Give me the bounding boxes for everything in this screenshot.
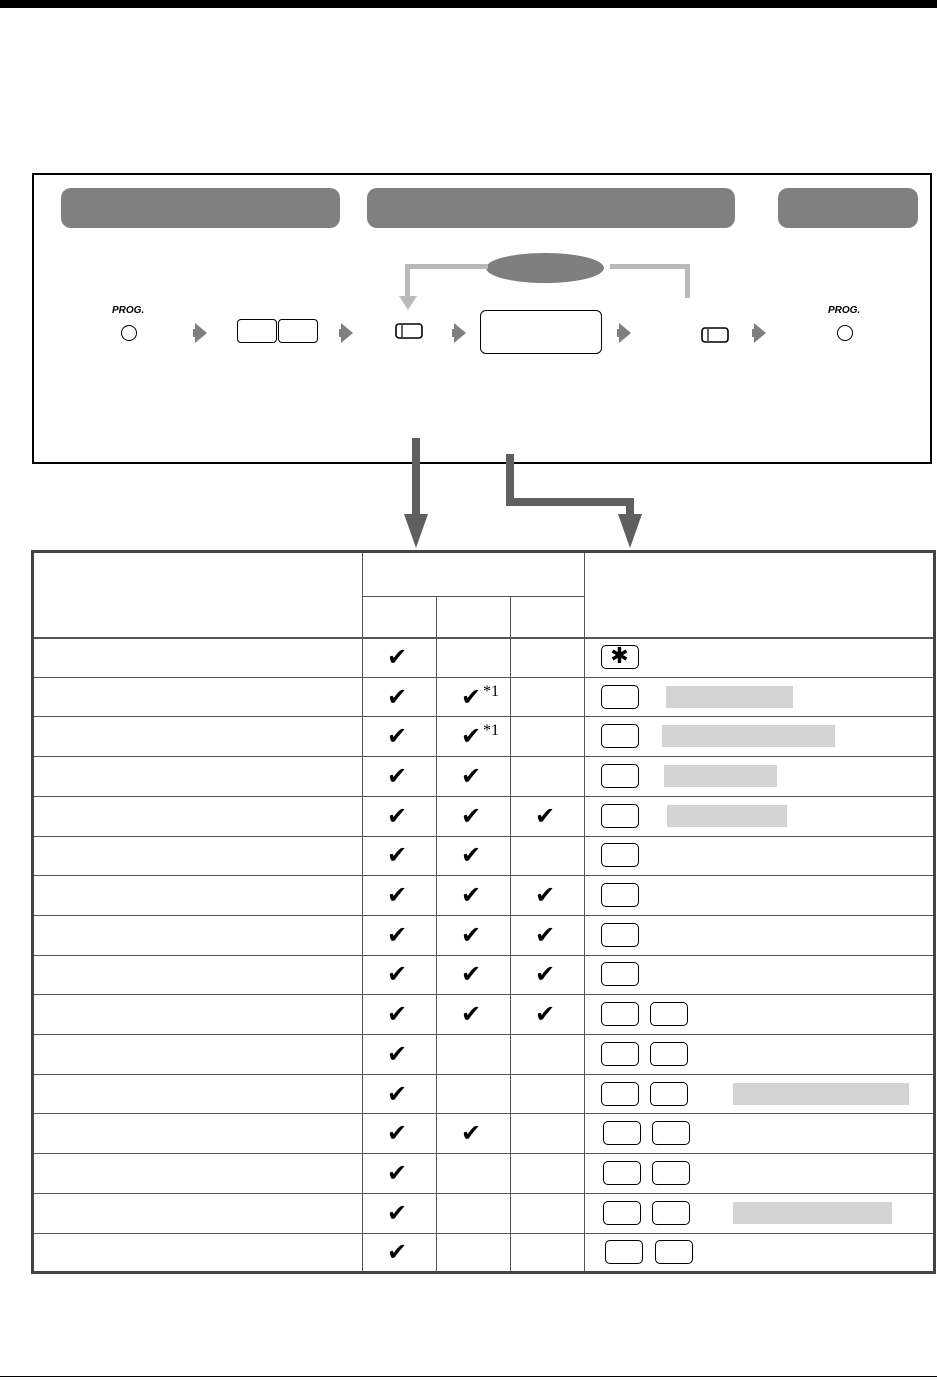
row-divider [34,1074,933,1075]
value-highlight-bar [662,725,835,747]
star-icon: ✱ [610,643,629,669]
dial-key[interactable] [601,685,639,709]
loop-line-right [610,264,690,269]
check-mark-icon: ✔ [461,960,482,989]
step-arrow-icon [452,321,468,345]
step-arrow-icon [617,321,633,345]
check-mark-icon: ✔ [387,1238,408,1267]
dial-key[interactable] [601,764,639,788]
entry-box[interactable] [480,310,602,354]
check-mark-icon: ✔ [387,1039,408,1068]
row-divider [34,756,933,757]
dial-key[interactable] [603,1161,641,1185]
check-mark-icon: ✔ [535,881,556,910]
check-mark-icon: ✔ [461,761,482,790]
row-divider [34,955,933,956]
check-mark-icon: ✔ [535,960,556,989]
bottom-rule [0,1376,937,1377]
check-mark-icon: ✔ [387,1158,408,1187]
repeat-pill [486,253,604,283]
dial-key[interactable] [601,804,639,828]
check-mark-icon: ✔ [387,761,408,790]
check-mark-icon: ✔ [387,722,408,751]
row-divider [34,994,933,995]
row-divider [34,1153,933,1154]
check-mark-icon: ✔ [387,920,408,949]
store-key-icon[interactable] [395,323,423,339]
loop-line-left-down [405,264,410,300]
row-divider [34,796,933,797]
step-arrow-icon [339,321,355,345]
prog-button-end[interactable] [837,325,853,341]
dial-key[interactable] [605,1240,643,1264]
row-divider [34,915,933,916]
footnote-marker: *1 [483,722,499,740]
dial-key[interactable] [601,883,639,907]
prog-button-start[interactable] [121,325,137,341]
column-divider [584,553,585,1271]
dial-key[interactable] [652,1161,690,1185]
row-divider [34,836,933,837]
check-mark-icon: ✔ [535,1000,556,1029]
check-mark-icon: ✔ [387,642,408,671]
store-key-icon[interactable] [701,327,729,343]
loop-arrowhead-icon [399,296,417,310]
dial-key[interactable] [652,1201,690,1225]
check-mark-icon: ✔ [387,1079,408,1108]
phase-bar-program [367,188,735,228]
value-highlight-bar [667,805,787,827]
check-mark-icon: ✔ [535,920,556,949]
check-mark-icon: ✔ [387,960,408,989]
dial-key[interactable] [603,1121,641,1145]
step-arrow-icon [193,321,209,345]
dial-key[interactable] [650,1082,688,1106]
check-mark-icon: ✔ [535,801,556,830]
dial-key[interactable] [601,1002,639,1026]
top-rule [0,0,937,8]
check-mark-icon: ✔ [461,1000,482,1029]
dial-key[interactable] [601,962,639,986]
dial-key[interactable] [601,923,639,947]
check-mark-icon: ✔ [387,841,408,870]
row-divider [34,677,933,678]
check-mark-icon: ✔ [387,1119,408,1148]
loop-line-right-down [685,264,690,298]
dial-key[interactable] [603,1201,641,1225]
check-mark-icon: ✔ [461,920,482,949]
dial-key[interactable] [650,1002,688,1026]
footnote-marker: *1 [483,682,499,700]
prog-label-end: PROG. [828,305,861,316]
value-highlight-bar [733,1202,892,1224]
check-mark-icon: ✔ [387,801,408,830]
dial-key[interactable] [650,1042,688,1066]
connector-arrows-icon [395,436,655,552]
column-divider [510,597,511,1271]
dial-key[interactable] [601,1082,639,1106]
header-bottom-rule [34,637,933,639]
star-key[interactable] [601,645,639,669]
value-highlight-bar [666,686,793,708]
dial-key[interactable] [652,1121,690,1145]
row-divider [34,875,933,876]
key-right[interactable] [278,319,318,343]
key-left[interactable] [237,319,277,343]
check-mark-icon: ✔ [387,1000,408,1029]
loop-line-left [405,264,488,269]
row-divider [34,1034,933,1035]
dial-key[interactable] [601,843,639,867]
column-divider [362,553,363,1271]
row-divider [34,1193,933,1194]
phase-bar-enter [61,188,340,228]
check-mark-icon: ✔ [461,841,482,870]
value-highlight-bar [664,765,777,787]
check-mark-icon: ✔ [461,722,482,751]
prog-label-start: PROG. [112,305,145,316]
row-divider [34,716,933,717]
row-divider [34,1113,933,1114]
dial-key[interactable] [601,724,639,748]
check-mark-icon: ✔ [461,801,482,830]
phase-bar-exit [778,188,918,228]
check-mark-icon: ✔ [461,682,482,711]
check-mark-icon: ✔ [387,881,408,910]
row-divider [34,1233,933,1234]
dial-key[interactable] [601,1042,639,1066]
dial-key[interactable] [655,1240,693,1264]
settings-table [31,550,936,1274]
column-divider [436,597,437,1271]
value-highlight-bar [733,1083,909,1105]
header-divider [362,596,584,597]
check-mark-icon: ✔ [387,1198,408,1227]
check-mark-icon: ✔ [387,682,408,711]
check-mark-icon: ✔ [461,1119,482,1148]
check-mark-icon: ✔ [461,881,482,910]
step-arrow-icon [752,321,768,345]
